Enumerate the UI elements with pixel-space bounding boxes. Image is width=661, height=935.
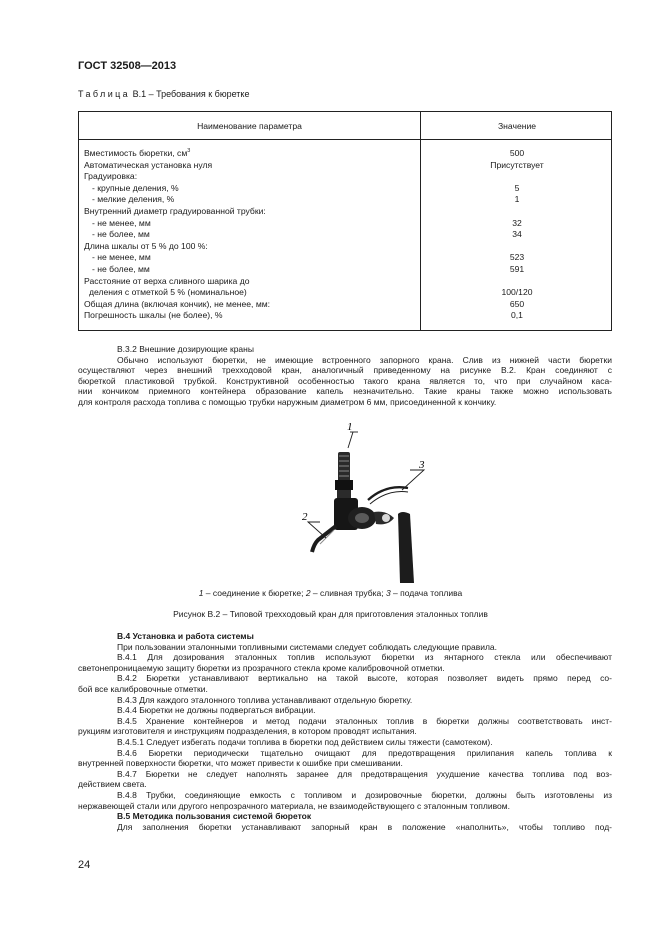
valve-drawing xyxy=(308,432,424,583)
parameter-name: Внутренний диаметр градуированной трубки: xyxy=(84,205,266,216)
parameter-name: - не менее, мм xyxy=(92,217,151,228)
text-line: В.4.6 Бюретки периодически тщательно очищают для предотвращения прилипания капель топлива к xyxy=(117,747,612,758)
parameter-value: 5 xyxy=(514,182,520,193)
parameter-name: Градуировка: xyxy=(84,171,138,182)
text-line: нержавеющей стали или другого непрозрачного материала, не взаимодействующего с эталонным топливом. xyxy=(78,800,510,811)
section-b5-text: Для заполнения бюретки устанавливают запорный кран в положение «наполнить», чтобы топливо под- xyxy=(117,821,612,832)
section-b32-text xyxy=(78,355,612,408)
text-line: светонепроницаемую защиту бюретки из прозрачного стекла кроме калибровочной отметки. xyxy=(78,662,445,673)
parameter-name: - мелкие деления, % xyxy=(92,194,175,205)
table-row xyxy=(79,206,611,218)
parameter-name: - крупные деления, % xyxy=(92,182,179,193)
parameter-value: 500 xyxy=(509,148,525,158)
parameter-name: - не более, мм xyxy=(92,229,150,240)
legend-number: 1 xyxy=(198,588,204,598)
parameter-value: 1 xyxy=(514,194,520,205)
section-b32 xyxy=(78,344,612,408)
table-row xyxy=(79,218,611,230)
text-line: В.4.2 Бюретки устанавливают вертикально на такой высоте, которая позволяет видеть прямо перед со- xyxy=(117,673,612,684)
parameter-value: 591 xyxy=(509,263,525,274)
parameter-name: Автоматическая установка нуля xyxy=(84,159,213,170)
parameter-name: деления с отметкой 5 % (номинальное) xyxy=(89,287,247,298)
parameter-name: Вместимость бюретки, $см^3$ xyxy=(84,148,191,158)
figure-caption: Рисунок В.2 – Типовой трехходовый кран для приготовления эталонных топлив xyxy=(173,609,488,619)
callout-1: 1 xyxy=(347,421,353,433)
text-line: действием света. xyxy=(78,779,147,790)
parameter-name: Погрешность шкалы (не более), % xyxy=(84,310,223,321)
section-b4-text xyxy=(78,642,612,812)
text-line: Обычно используют бюретки, не имеющие встроенного запорного крана. Слив из нижней части бюретки xyxy=(117,354,612,365)
text-line: В.4.1 Для дозирования эталонных топлив используют бюретки из янтарного стекла или обеспечивают xyxy=(117,652,612,663)
text-line: В.4.5 Хранение контейнеров и метод подачи эталонных топлив в бюретки должны соответствовать инст- xyxy=(117,715,612,726)
parameter-value: 34 xyxy=(512,229,522,240)
parameter-value: 100/120 xyxy=(501,287,533,298)
text-line: бюреткой пластиковой трубкой. Конструктивной особенностью такого крана является то, что при случайном каса- xyxy=(78,375,612,386)
parameter-value: 523 xyxy=(509,252,525,263)
parameter-value: 0,1 xyxy=(511,310,523,321)
text-line: В.4.3 Для каждого эталонного топлива устанавливают отдельную бюретку. xyxy=(117,694,413,705)
table-row xyxy=(79,264,611,276)
table-row xyxy=(79,252,611,264)
text-line: В.4.7 Бюретки не следует наполнять заранее для предотвращения ухудшение качества топлива под воз- xyxy=(117,768,612,779)
three-way-valve-figure xyxy=(290,418,450,584)
superscript: 3 xyxy=(187,148,191,154)
table-header-row xyxy=(79,112,611,140)
table-row xyxy=(79,276,611,288)
table-body xyxy=(79,148,611,322)
table-row xyxy=(79,310,611,322)
text-line: рукциям изготовителя и инструкциям подразделения, в котором проводят испытания. xyxy=(78,726,417,737)
table-row xyxy=(79,171,611,183)
parameter-name: Длина шкалы от 5 % до 100 %: xyxy=(84,240,208,251)
legend-text: – сливная трубка; xyxy=(310,588,386,598)
legend-number: 2 xyxy=(305,588,311,598)
table-caption xyxy=(78,89,249,99)
callout-3: 3 xyxy=(419,459,425,471)
legend-text: – подача топлива xyxy=(390,588,463,598)
text-line: внутренней поверхности бюретки, что может привести к ошибке при смешивании. xyxy=(78,758,403,769)
callout-2: 2 xyxy=(302,511,308,523)
legend-number: 3 xyxy=(385,588,391,598)
text-line: В.4.5.1 Следует избегать подачи топлива в бюретки под действием силы тяжести (самотеком). xyxy=(117,736,493,747)
text-line: В.4.8 Трубки, соединяющие емкость с топливом и дозировочные бюретки, должны быть изготовлены из xyxy=(117,789,612,800)
text-line: для контроля расхода топлива с помощью трубки наружным диаметром 6 мм, присоединенной к кончику. xyxy=(78,396,497,407)
table-caption-word: Таблица xyxy=(78,89,131,99)
page-number: 24 xyxy=(78,859,91,871)
table-row xyxy=(79,229,611,241)
text-line: осуществляют через внешний трехходовой кран, аналогичный приведенному на рисунке В.2. Кран соединяют с xyxy=(78,365,612,376)
table-row xyxy=(79,148,611,160)
standard-header: ГОСТ 32508—2013 xyxy=(78,60,177,72)
parameter-name: Общая длина (включая кончик), не менее, мм: xyxy=(84,298,271,309)
text-line: При пользовании эталонными топливными системами следует соблюдать следующие правила. xyxy=(117,641,498,652)
table-row xyxy=(79,287,611,299)
table-row xyxy=(79,194,611,206)
parameter-name: Расстояние от верха сливного шарика до xyxy=(84,275,250,286)
column-header-parameter: Наименование параметра xyxy=(197,121,302,131)
legend-text: – соединение к бюретке; xyxy=(203,588,306,598)
parameter-value: Присутствует xyxy=(490,159,544,170)
table-row xyxy=(79,183,611,195)
section-b4 xyxy=(78,631,612,832)
text-line: нии кончиком приемного контейнера образование капель незначительно. Такие краны также можно использовать xyxy=(78,386,612,397)
parameter-value: 650 xyxy=(509,298,525,309)
figure-legend xyxy=(0,588,661,598)
parameters-table xyxy=(78,111,612,331)
table-row xyxy=(79,160,611,172)
parameter-value: 32 xyxy=(512,217,522,228)
table-row xyxy=(79,299,611,311)
table-row xyxy=(79,241,611,253)
section-b4-title: В.4 Установка и работа системы xyxy=(117,631,254,641)
table-caption-text: В.1 – Требования к бюретке xyxy=(132,89,250,99)
text-line: бой все калибровочные отметки. xyxy=(78,683,208,694)
section-b32-title: В.3.2 Внешние дозирующие краны xyxy=(117,344,254,354)
section-b5-title: В.5 Методика пользования системой бюреток xyxy=(117,811,312,822)
text-line: В.4.4 Бюретки не должны подвергаться вибрации. xyxy=(117,705,316,716)
column-header-value: Значение xyxy=(497,121,537,131)
parameter-name: - не более, мм xyxy=(92,263,150,274)
parameter-name: - не менее, мм xyxy=(92,252,151,263)
